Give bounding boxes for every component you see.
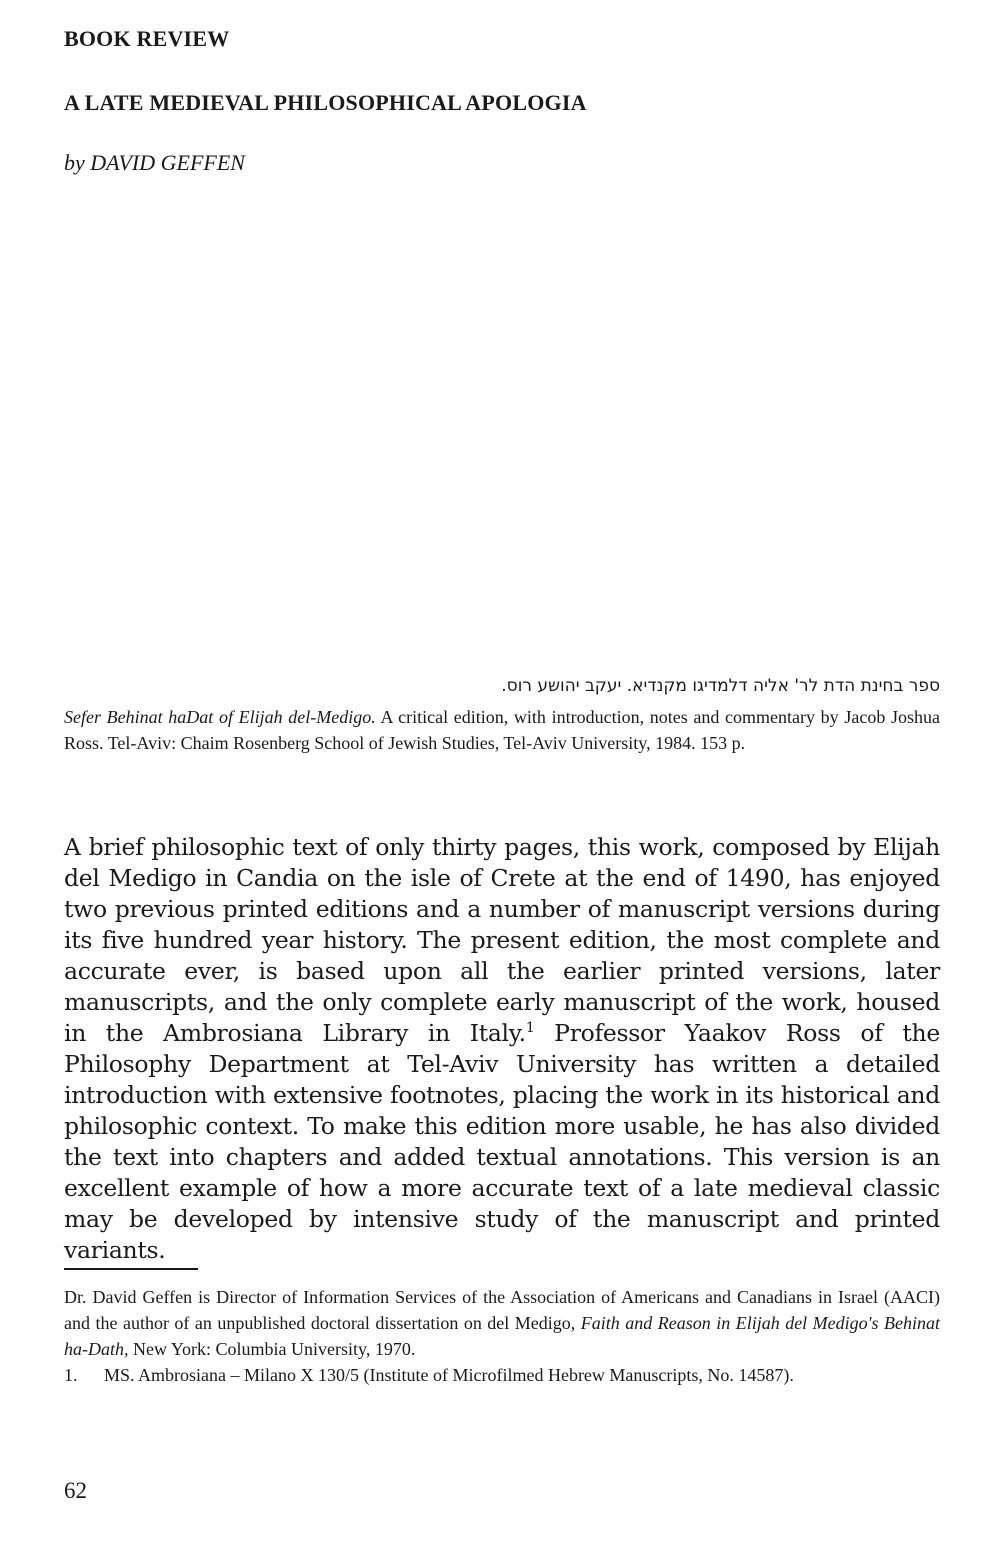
section-label: BOOK REVIEW xyxy=(64,26,230,51)
body-text-part1: A brief philosophic text of only thirty pages, this work, composed by Elijah del Medigo in Candia on the isle of Crete at the end of 1490, has enjoyed two previous printed editions and a number of manuscript versions during its five hundred year history. The present edition, the most complete and accurate ever, is based upon all the earlier printed versions, later manuscripts, and the only complete early manuscript of the work, housed in the Ambrosiana Library in Italy. xyxy=(64,833,940,1047)
footnotes xyxy=(64,1284,940,1388)
bibliographic-citation xyxy=(64,704,940,756)
page-number: 62 xyxy=(64,1478,87,1503)
dissertation-title: Faith and Reason in Elijah del Medigo's Behinat ha-Dath, xyxy=(64,1313,940,1359)
body-text-part2: Professor Yaakov Ross of the Philosophy Department at Tel-Aviv University has written a detailed introduction with extensive footnotes, placing the work in its historical and philosophic context. To make this edition more usable, he has also divided the text into chapters and added textual annotations. This version is an excellent example of how a more accurate text of a late medieval classic may be developed by intensive study of the manuscript and printed variants. xyxy=(64,1019,940,1264)
book-title: Sefer Behinat haDat of Elijah del-Medigo. xyxy=(64,707,376,727)
footnote-1-text: MS. Ambrosiana – Milano X 130/5 (Institute of Microfilmed Hebrew Manuscripts, No. 14587). xyxy=(104,1365,794,1385)
footnote-marker: 1 xyxy=(525,1020,535,1037)
footnote-divider xyxy=(64,1268,198,1270)
citation-details: A critical edition, with introduction, notes and commentary by Jacob Joshua Ross. Tel-Aviv: Chaim Rosenberg School of Jewish Studies, Tel-Aviv University, 1984. 153 p. xyxy=(64,707,940,753)
hebrew-citation: ספר בחינת הדת לר' אליה דלמדיגו מקנדיא. יעקב יהושע רוס. xyxy=(501,676,940,696)
author-note-text-2: New York: Columbia University, 1970. xyxy=(128,1339,416,1359)
byline: by DAVID GEFFEN xyxy=(64,150,245,175)
footnote-1 xyxy=(64,1362,940,1388)
article-title: A LATE MEDIEVAL PHILOSOPHICAL APOLOGIA xyxy=(64,90,587,115)
page xyxy=(64,0,940,1562)
review-body xyxy=(64,832,940,1266)
footnote-1-number: 1. xyxy=(64,1365,78,1385)
author-note xyxy=(64,1284,940,1362)
author-note-text-1: Dr. David Geffen is Director of Information Services of the Association of Americans and Canadians in Israel (AACI) and the author of an unpublished doctoral dissertation on del Medigo, xyxy=(64,1287,940,1333)
